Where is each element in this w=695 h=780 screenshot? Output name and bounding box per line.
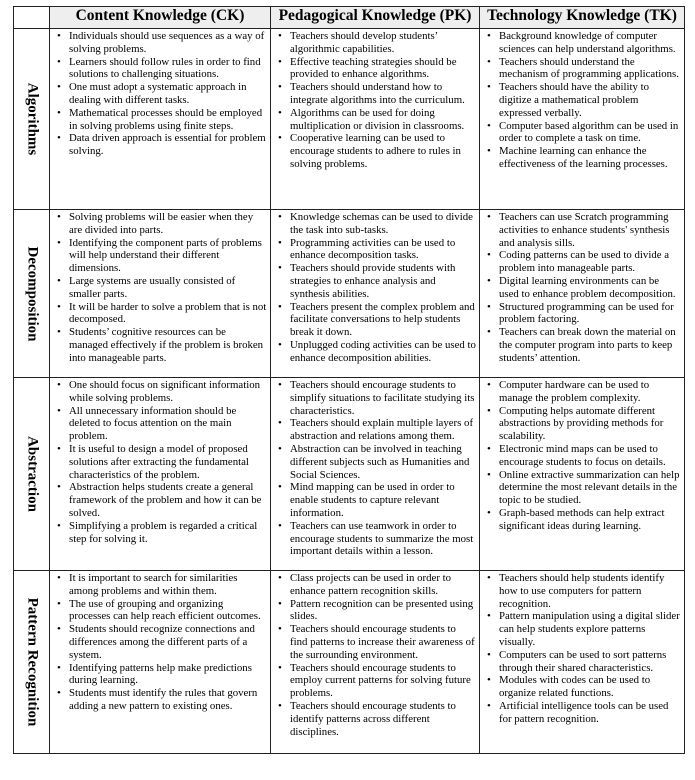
list-item: • All unnecessary information should be deleted to focus attention on the main problem. bbox=[69, 405, 267, 443]
list-item: • Teachers should help students identify how to use computers for pattern recognition. bbox=[499, 572, 681, 610]
bullet-list bbox=[480, 571, 684, 726]
row-decomposition bbox=[14, 210, 685, 378]
list-item: • Artificial intelligence tools can be used for pattern recognition. bbox=[499, 700, 681, 726]
list-item: • Teachers should understand the mechanism of programming applications. bbox=[499, 56, 681, 82]
list-item: • Solving problems will be easier when they are divided into parts. bbox=[69, 211, 267, 237]
header-row bbox=[14, 7, 685, 29]
row-header-algorithms bbox=[14, 29, 50, 210]
list-item: • Teachers should encourage students to find patterns to increase their awareness of the surrounding environment. bbox=[290, 623, 476, 661]
row-label: Abstraction bbox=[24, 436, 40, 512]
column-header-ck: Content Knowledge (CK) bbox=[50, 7, 271, 29]
list-item: • Mathematical processes should be employed in solving problems using finite steps. bbox=[69, 107, 267, 133]
list-item: • Teachers should provide students with strategies to enhance analysis and synthesis abilities. bbox=[290, 262, 476, 300]
cell-algorithms-ck bbox=[50, 29, 271, 210]
list-item: • Teachers should explain multiple layers of abstraction and relations among them. bbox=[290, 417, 476, 443]
list-item: • Large systems are usually consisted of smaller parts. bbox=[69, 275, 267, 301]
list-item: • Unplugged coding activities can be used to enhance decomposition abilities. bbox=[290, 339, 476, 365]
row-algorithms bbox=[14, 29, 685, 210]
list-item: • Teachers should understand how to integrate algorithms into the curriculum. bbox=[290, 81, 476, 107]
list-item: • Abstraction can be involved in teaching different subjects such as Humanities and Social Sciences. bbox=[290, 443, 476, 481]
cell-decomposition-ck bbox=[50, 210, 271, 378]
bullet-list bbox=[271, 29, 479, 171]
bullet-list bbox=[50, 29, 270, 158]
row-header-pattern-recognition bbox=[14, 571, 50, 754]
list-item: • Coding patterns can be used to divide a problem into manageable parts. bbox=[499, 249, 681, 275]
bullet-list bbox=[480, 29, 684, 171]
cell-algorithms-tk bbox=[480, 29, 685, 210]
list-item: • Teachers can use teamwork in order to encourage students to summarize the most important details within a lesson. bbox=[290, 520, 476, 558]
list-item: • One should focus on significant information while solving problems. bbox=[69, 379, 267, 405]
bullet-list bbox=[271, 210, 479, 365]
column-header-pk: Pedagogical Knowledge (PK) bbox=[271, 7, 480, 29]
list-item: • Teachers should have the ability to digitize a mathematical problem expressed verbally. bbox=[499, 81, 681, 119]
list-item: • One must adopt a systematic approach in dealing with different tasks. bbox=[69, 81, 267, 107]
list-item: • Teachers can use Scratch programming activities to enhance students' synthesis and analysis sills. bbox=[499, 211, 681, 249]
list-item: • Students’ cognitive resources can be managed effectively if the problem is broken into manageable parts. bbox=[69, 326, 267, 364]
list-item: • Teachers should encourage students to simplify situations to facilitate studying its characteristics. bbox=[290, 379, 476, 417]
list-item: • Cooperative learning can be used to encourage students to adhere to rules in solving problems. bbox=[290, 132, 476, 170]
bullet-list bbox=[50, 210, 270, 365]
bullet-list bbox=[50, 378, 270, 545]
list-item: • Electronic mind maps can be used to encourage students to focus on details. bbox=[499, 443, 681, 469]
list-item: • Online extractive summarization can help determine the most relevant details in the topic to be studied. bbox=[499, 469, 681, 507]
list-item: • Teachers can break down the material on the computer program into parts to keep students’ attention. bbox=[499, 326, 681, 364]
list-item: • It will be harder to solve a problem that is not decomposed. bbox=[69, 301, 267, 327]
row-header-abstraction bbox=[14, 378, 50, 571]
list-item: • Teachers should encourage students to employ current patterns for solving future problems. bbox=[290, 662, 476, 700]
cell-decomposition-pk bbox=[271, 210, 480, 378]
list-item: • Computer based algorithm can be used in order to complete a task on time. bbox=[499, 120, 681, 146]
row-pattern-recognition bbox=[14, 571, 685, 754]
bullet-list bbox=[50, 571, 270, 713]
list-item: • Computers can be used to sort patterns through their shared characteristics. bbox=[499, 649, 681, 675]
list-item: • Background knowledge of computer sciences can help understand algorithms. bbox=[499, 30, 681, 56]
cell-algorithms-pk bbox=[271, 29, 480, 210]
list-item: • Teachers should encourage students to identify patterns across different disciplines. bbox=[290, 700, 476, 738]
list-item: • It is important to search for similarities among problems and within them. bbox=[69, 572, 267, 598]
list-item: • Teachers present the complex problem and facilitate conversations to help students break it down. bbox=[290, 301, 476, 339]
list-item: • Programming activities can be used to enhance decomposition tasks. bbox=[290, 237, 476, 263]
cell-pattern-recognition-ck bbox=[50, 571, 271, 754]
bullet-list bbox=[480, 210, 684, 365]
row-label: Algorithms bbox=[24, 82, 40, 156]
list-item: • Pattern recognition can be presented using slides. bbox=[290, 598, 476, 624]
knowledge-table bbox=[13, 6, 685, 754]
list-item: • Simplifying a problem is regarded a critical step for solving it. bbox=[69, 520, 267, 546]
list-item: • The use of grouping and organizing processes can help reach efficient outcomes. bbox=[69, 598, 267, 624]
list-item: • Data driven approach is essential for problem solving. bbox=[69, 132, 267, 158]
list-item: • Graph-based methods can help extract significant ideas during learning. bbox=[499, 507, 681, 533]
cell-abstraction-ck bbox=[50, 378, 271, 571]
row-abstraction bbox=[14, 378, 685, 571]
cell-pattern-recognition-tk bbox=[480, 571, 685, 754]
list-item: • Individuals should use sequences as a way of solving problems. bbox=[69, 30, 267, 56]
corner-cell bbox=[14, 7, 50, 29]
list-item: • Class projects can be used in order to enhance pattern recognition skills. bbox=[290, 572, 476, 598]
list-item: • Identifying the component parts of problems will help understand their different dimensions. bbox=[69, 237, 267, 275]
list-item: • Pattern manipulation using a digital slider can help students explore patterns visually. bbox=[499, 610, 681, 648]
bullet-list bbox=[271, 571, 479, 738]
list-item: • Computing helps automate different abstractions by providing methods for scalability. bbox=[499, 405, 681, 443]
row-label: Pattern Recognition bbox=[24, 597, 40, 727]
list-item: • Abstraction helps students create a general framework of the problem and how it can be solved. bbox=[69, 481, 267, 519]
row-label: Decomposition bbox=[24, 246, 40, 341]
list-item: • Students should recognize connections and differences among the different parts of a system. bbox=[69, 623, 267, 661]
cell-abstraction-tk bbox=[480, 378, 685, 571]
list-item: • Structured programming can be used for problem factoring. bbox=[499, 301, 681, 327]
bullet-list bbox=[271, 378, 479, 558]
column-header-tk: Technology Knowledge (TK) bbox=[480, 7, 685, 29]
list-item: • Mind mapping can be used in order to enable students to capture relevant information. bbox=[290, 481, 476, 519]
list-item: • Students must identify the rules that govern adding a new pattern to existing ones. bbox=[69, 687, 267, 713]
list-item: • It is useful to design a model of proposed solutions after extracting the fundamental characteristics of the problem. bbox=[69, 443, 267, 481]
bullet-list bbox=[480, 378, 684, 533]
list-item: • Algorithms can be used for doing multiplication or division in classrooms. bbox=[290, 107, 476, 133]
list-item: • Modules with codes can be used to organize related functions. bbox=[499, 674, 681, 700]
cell-decomposition-tk bbox=[480, 210, 685, 378]
list-item: • Learners should follow rules in order to find solutions to challenging situations. bbox=[69, 56, 267, 82]
cell-abstraction-pk bbox=[271, 378, 480, 571]
cell-pattern-recognition-pk bbox=[271, 571, 480, 754]
list-item: • Identifying patterns help make predictions during learning. bbox=[69, 662, 267, 688]
list-item: • Computer hardware can be used to manage the problem complexity. bbox=[499, 379, 681, 405]
list-item: • Machine learning can enhance the effectiveness of the learning processes. bbox=[499, 145, 681, 171]
list-item: • Digital learning environments can be used to enhance problem decomposition. bbox=[499, 275, 681, 301]
list-item: • Knowledge schemas can be used to divide the task into sub-tasks. bbox=[290, 211, 476, 237]
list-item: • Teachers should develop students’ algorithmic capabilities. bbox=[290, 30, 476, 56]
list-item: • Effective teaching strategies should be provided to enhance algorithms. bbox=[290, 56, 476, 82]
row-header-decomposition bbox=[14, 210, 50, 378]
